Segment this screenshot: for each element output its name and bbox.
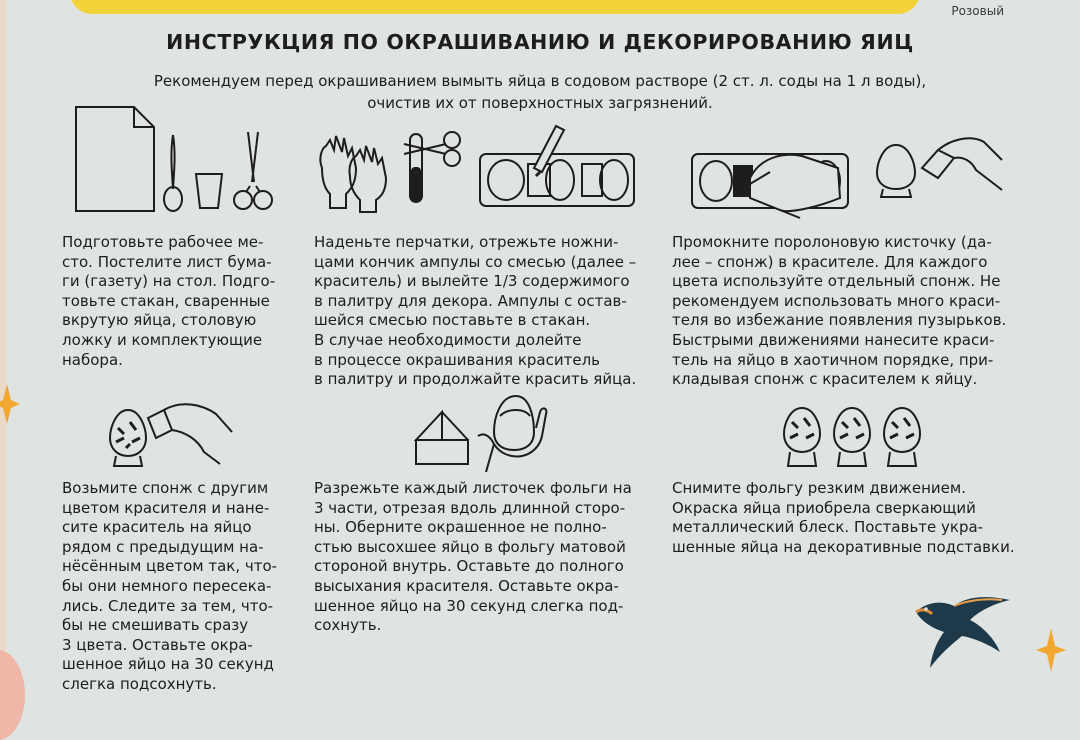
egg-sponge-icon bbox=[920, 128, 1004, 202]
gloves-icon bbox=[316, 128, 388, 214]
text-line: Разрежьте каждый листочек фольги на bbox=[314, 479, 632, 497]
step-3-text bbox=[672, 233, 1018, 390]
text-line: кладывая спонж с красителем к яйцу. bbox=[672, 370, 978, 389]
text-line: в процессе окрашивания краситель bbox=[314, 350, 601, 369]
text-line: сто. Постелите лист бума- bbox=[62, 252, 272, 271]
swallow-icon bbox=[912, 592, 1012, 670]
intro-line: Рекомендуем перед окрашиванием вымыть яйца в содовом растворе (2 ст. л. соды на 1 л воды), bbox=[153, 72, 927, 90]
text-line: цветом красителя и нане- bbox=[62, 498, 270, 517]
palette-sponge-icon bbox=[690, 128, 850, 220]
palette-icon bbox=[478, 124, 636, 208]
egg-stand-icon bbox=[875, 143, 917, 199]
sparkle-icon bbox=[1036, 628, 1066, 676]
text-line: тель на яйцо в хаотичном порядке, при- bbox=[672, 350, 994, 369]
text-line: ги (газету) на стол. Подго- bbox=[62, 272, 276, 291]
text-line: набора. bbox=[62, 350, 123, 369]
text-line: товьте стакан, сваренные bbox=[62, 291, 270, 310]
text-line: сохнуть. bbox=[314, 616, 382, 635]
intro-line: очистив их от поверхностных загрязнений. bbox=[367, 94, 713, 112]
color-variant-label: Розовый bbox=[951, 4, 1004, 18]
text-line: вкрутую яйца, столовую bbox=[62, 311, 257, 330]
spoon-icon bbox=[160, 133, 186, 213]
text-line: нёсённым цветом так, что- bbox=[62, 557, 278, 576]
hand-egg-foil-icon bbox=[476, 392, 554, 474]
text-line: стороной внутрь. Оставьте до полного bbox=[314, 557, 624, 576]
text-line: Быстрыми движениями нанесите краси- bbox=[672, 330, 995, 349]
scissors-icon bbox=[232, 130, 274, 214]
egg-sponge-icon bbox=[146, 402, 234, 466]
text-line: шенные яйца на декоративные подставки. bbox=[672, 537, 1015, 556]
step-1-text bbox=[62, 233, 286, 370]
text-line: шейся смесью поставьте в стакан. bbox=[314, 311, 591, 330]
text-line: Окраска яйца приобрела сверкающий bbox=[672, 498, 976, 517]
step-5-text bbox=[314, 479, 644, 636]
text-line: лись. Следите за тем, что- bbox=[62, 596, 274, 615]
text-line: 3 цвета. Оставьте окра- bbox=[62, 635, 253, 654]
step-2-text bbox=[314, 233, 644, 390]
glass-icon bbox=[194, 170, 224, 210]
text-line: в палитру и продолжайте красить яйца. bbox=[314, 370, 637, 389]
text-line: теля во избежание появления пузырьков. bbox=[672, 311, 1007, 330]
text-line: Наденьте перчатки, отрежьте ножни- bbox=[314, 233, 619, 251]
text-line: рядом с предыдущим на- bbox=[62, 537, 264, 556]
text-line: слегка подсохнуть. bbox=[62, 674, 217, 693]
text-line: высыхания красителя. Оставьте окра- bbox=[314, 576, 619, 595]
text-line: Промокните поролоновую кисточку (да- bbox=[672, 233, 992, 251]
sparkle-icon bbox=[0, 384, 20, 428]
text-line: В случае необходимости долейте bbox=[314, 330, 582, 349]
text-line: ны. Оберните окрашенное не полно- bbox=[314, 518, 607, 537]
text-line: стью высохшее яйцо в фольгу матовой bbox=[314, 537, 626, 556]
step-4-text bbox=[62, 479, 286, 695]
text-line: Снимите фольгу резким движением. bbox=[672, 479, 966, 497]
intro-text bbox=[0, 70, 1080, 114]
decorative-blob bbox=[0, 650, 25, 740]
top-yellow-banner bbox=[70, 0, 920, 14]
text-line: сите краситель на яйцо bbox=[62, 518, 252, 537]
text-line: Подготовьте рабочее ме- bbox=[62, 233, 264, 251]
text-line: в палитру для декора. Ампулы с остав- bbox=[314, 291, 627, 310]
text-line: лее – спонж) в красителе. Для каждого bbox=[672, 252, 988, 271]
text-line: 3 части, отрезая вдоль длинной сторо- bbox=[314, 498, 626, 517]
text-line: ложку и комплектующие bbox=[62, 330, 263, 349]
text-line: Возьмите спонж с другим bbox=[62, 479, 269, 497]
text-line: металлический блеск. Поставьте укра- bbox=[672, 518, 984, 537]
page-title: ИНСТРУКЦИЯ ПО ОКРАШИВАНИЮ И ДЕКОРИРОВАНИЮ ЯИЦ bbox=[166, 30, 914, 54]
foil-sheet-icon bbox=[414, 410, 470, 466]
step-6-text bbox=[672, 479, 1018, 557]
text-line: цами кончик ампулы со смесью (далее – bbox=[314, 252, 637, 271]
text-line: бы они немного пересека- bbox=[62, 576, 272, 595]
text-line: шенное яйцо на 30 секунд bbox=[62, 655, 274, 674]
paper-sheet-icon bbox=[74, 105, 156, 213]
text-line: шенное яйцо на 30 секунд слегка под- bbox=[314, 596, 624, 615]
text-line: бы не смешивать сразу bbox=[62, 616, 249, 635]
text-line: цвета используйте отдельный спонж. Не bbox=[672, 272, 1001, 291]
ampoule-scissors-icon bbox=[402, 128, 464, 206]
egg-stand-icon bbox=[108, 408, 148, 468]
decorated-eggs-icon bbox=[780, 406, 926, 470]
text-line: рекомендуем использовать много краси- bbox=[672, 291, 1001, 310]
text-line: краситель) и вылейте 1/3 содержимого bbox=[314, 272, 630, 291]
